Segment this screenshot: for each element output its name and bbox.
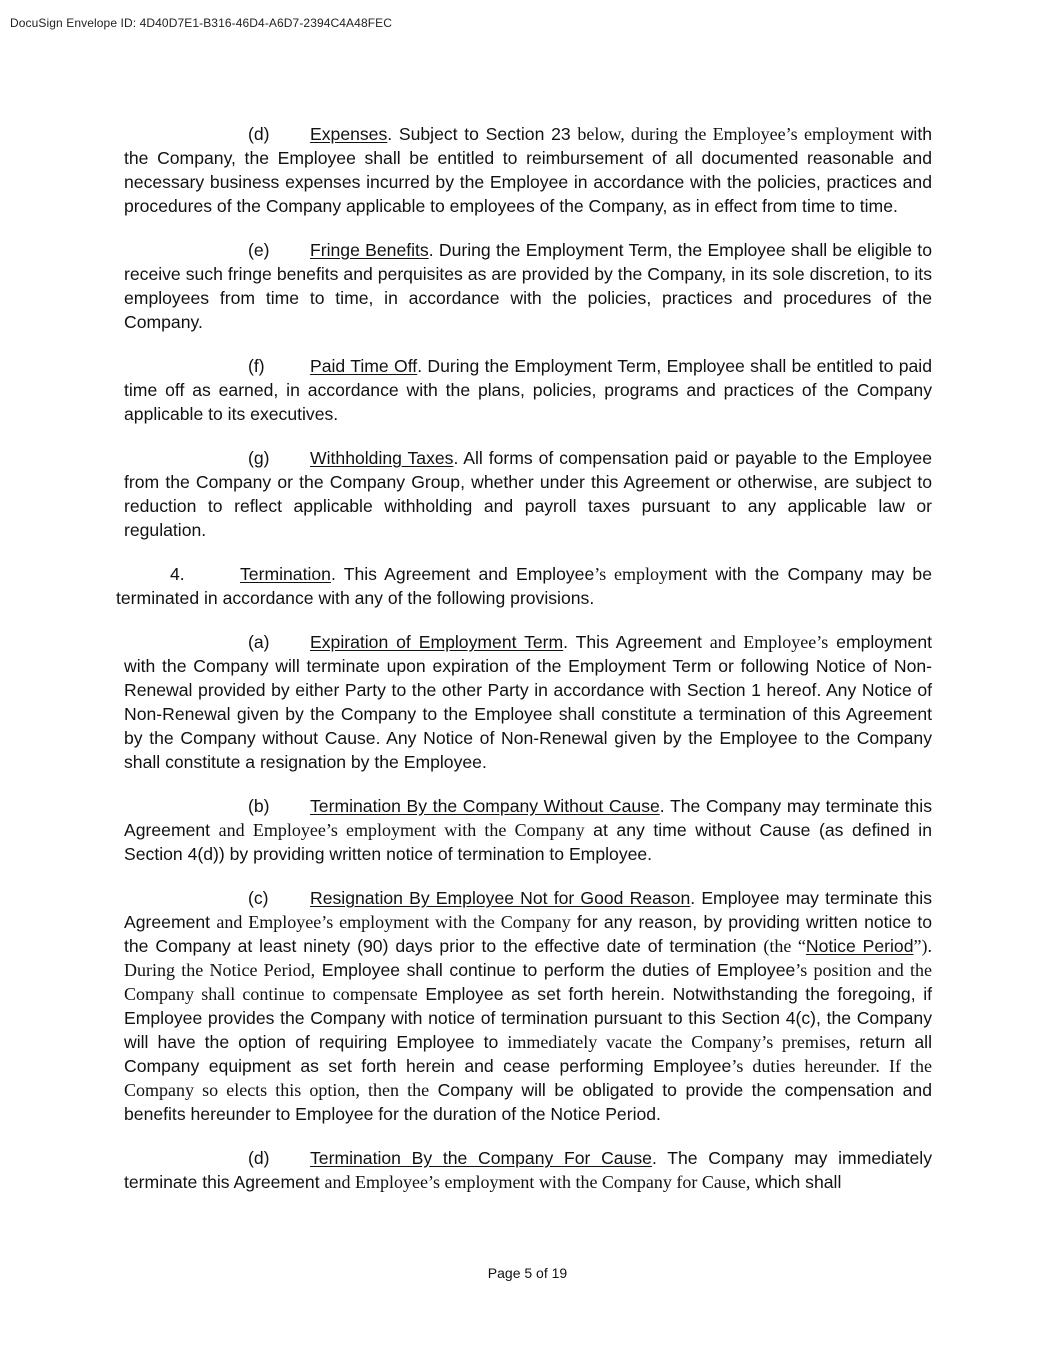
section-text: . This Agreement and Employee bbox=[330, 564, 595, 584]
clause-title: Expenses bbox=[310, 124, 388, 144]
clause-text: . During the Employment Term, the Employee shall be eligible to receive such fringe benefits and perquisites as are provided by the Company, in its sole discretion, to its employees from time to time, in accordance with the policies, practices and procedures of the Company. bbox=[124, 240, 932, 332]
clause-text: . Subject to Section 23 bbox=[387, 124, 578, 144]
section-text: ment with the Company may be terminated in accordance with any of the following provisions. bbox=[116, 564, 932, 608]
paragraph-withholding-taxes bbox=[124, 446, 932, 542]
clause-label: (d) bbox=[248, 124, 270, 144]
document-body bbox=[116, 122, 933, 1214]
clause-text: . During the Employment Term, Employee shall be entitled to paid time off as earned, in accordance with the plans, policies, programs and practices of the Company applicable to its executives. bbox=[124, 356, 932, 424]
section-number: 4. bbox=[170, 564, 185, 584]
clause-label: (c) bbox=[248, 888, 269, 908]
clause-label: (f) bbox=[248, 356, 265, 376]
clause-label: (g) bbox=[248, 448, 270, 468]
paragraph-termination-without-cause bbox=[124, 794, 932, 866]
clause-title: Termination By the Company For Cause bbox=[310, 1148, 652, 1168]
clause-text: . The Company may terminate this Agreement bbox=[124, 796, 932, 840]
clause-text-serif: (the “ bbox=[763, 936, 806, 956]
paragraph-expenses bbox=[124, 122, 932, 218]
clause-text: . Employee may terminate this Agreement bbox=[124, 888, 932, 932]
clause-title: Resignation By Employee Not for Good Reason bbox=[310, 888, 691, 908]
clause-text-serif: and Employee’s bbox=[709, 632, 829, 652]
clause-title: Withholding Taxes bbox=[310, 448, 454, 468]
clause-title: Fringe Benefits bbox=[310, 240, 429, 260]
clause-title: Paid Time Off bbox=[310, 356, 418, 376]
paragraph-paid-time-off bbox=[124, 354, 932, 426]
clause-text-serif: and Employee’s employment with the Company for Cause, bbox=[324, 1172, 751, 1192]
paragraph-resignation-by-employee bbox=[124, 886, 932, 1126]
clause-text-serif: ’s position and the Company shall continue to compensate bbox=[124, 960, 932, 1004]
section-title: Termination bbox=[240, 564, 331, 584]
clause-text-serif: below, during the Employee’s employment bbox=[577, 124, 894, 144]
paragraph-expiration-of-term bbox=[124, 630, 932, 774]
clause-label: (a) bbox=[248, 632, 270, 652]
clause-text: . All forms of compensation paid or payable to the Employee from the Company or the Company Group, whether under this Agreement or otherwise, are subject to reduction to reflect applicable withholding and payroll taxes pursuant to any applicable law or regulation. bbox=[124, 448, 932, 540]
defined-term-notice-period: Notice Period bbox=[805, 936, 914, 956]
clause-text: with the Company, the Employee shall be entitled to reimbursement of all documented reasonable and necessary business expenses incurred by the Employee in accordance with the policies, practices and procedures of the Company applicable to employees of the Company, as in effect from time to time. bbox=[124, 124, 932, 216]
clause-text-serif: ’s duties hereunder. If the Company so elects this option, then the bbox=[124, 1056, 933, 1100]
clause-text-serif: ”). During the Notice Period, bbox=[124, 936, 932, 980]
section-text-serif: ’s employ bbox=[594, 564, 669, 584]
clause-text-serif: and Employee’s employment with the Company bbox=[218, 820, 585, 840]
clause-title: Expiration of Employment Term bbox=[310, 632, 564, 652]
clause-text: . The Company may immediately terminate this Agreement bbox=[124, 1148, 932, 1192]
clause-text: Employee shall continue to perform the duties of Employee bbox=[315, 960, 796, 980]
paragraph-termination-for-cause bbox=[124, 1146, 932, 1194]
clause-text-serif: and Employee’s employment with the Company bbox=[216, 912, 571, 932]
clause-label: (e) bbox=[248, 240, 270, 260]
clause-text: employment with the Company will terminate upon expiration of the Employment Term or following Notice of Non-Renewal provided by either Party to the other Party in accordance with Section 1 hereof. Any Notice of Non-Renewal given by the Company to the Employee shall constitute a termination of this Agreement by the Company without Cause. Any Notice of Non-Renewal given by the Employee to the Company shall constitute a resignation by the Employee. bbox=[124, 632, 932, 772]
clause-text: Employee as set forth herein. Notwithstanding the foregoing, if Employee provides the Company with notice of termination pursuant to this Section 4(c), the Company will have the option of requiring Employee to bbox=[124, 984, 932, 1052]
clause-label: (b) bbox=[248, 796, 270, 816]
page-number: Page 5 of 19 bbox=[487, 1265, 568, 1281]
clause-title: Termination By the Company Without Cause bbox=[310, 796, 660, 816]
clause-text: return all Company equipment as set forth herein and cease performing Employee bbox=[124, 1032, 932, 1076]
paragraph-fringe-benefits bbox=[124, 238, 932, 334]
clause-text: . This Agreement bbox=[563, 632, 710, 652]
clause-text: for any reason, by providing written notice to the Company at least ninety (90) days prior to the effective date of termination bbox=[124, 912, 932, 956]
clause-text: at any time without Cause (as defined in Section 4(d)) by providing written notice of termination to Employee. bbox=[124, 820, 933, 864]
clause-text: which shall bbox=[750, 1172, 842, 1192]
section-termination bbox=[116, 562, 932, 610]
clause-text-serif: immediately vacate the Company’s premises, bbox=[507, 1032, 851, 1052]
clause-label: (d) bbox=[248, 1148, 270, 1168]
envelope-id: DocuSign Envelope ID: 4D40D7E1-B316-46D4-A6D7-2394C4A48FEC bbox=[10, 16, 393, 30]
clause-text: Company will be obligated to provide the compensation and benefits hereunder to Employee for the duration of the Notice Period. bbox=[124, 1080, 933, 1124]
